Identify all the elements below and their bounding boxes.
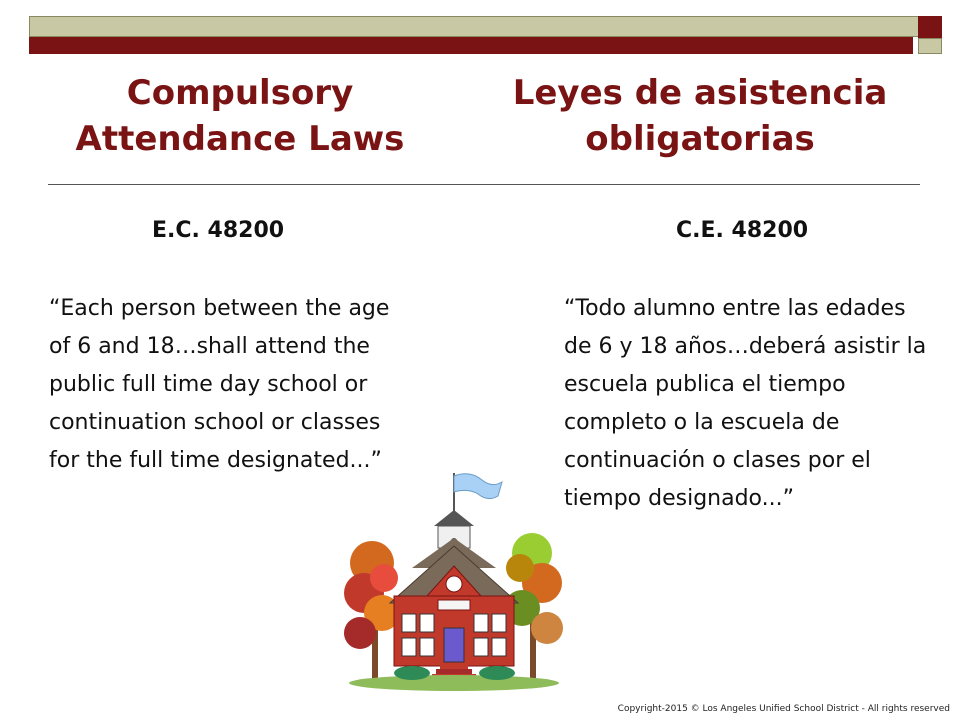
education-code-spanish: C.E. 48200 xyxy=(676,218,809,243)
header-square-light xyxy=(918,38,942,54)
header-square-dark xyxy=(918,16,942,38)
left-tree xyxy=(344,541,400,678)
building xyxy=(394,566,514,666)
schoolhouse-icon xyxy=(342,468,572,693)
education-code-english: E.C. 48200 xyxy=(152,218,285,243)
quote-spanish: “Todo alumno entre las edades de 6 y 18 años…deberá asistir la escuela publica el tiempo completo o la escuela de continuación o clases por el tiempo designado...” xyxy=(564,296,927,511)
title-spanish: Leyes de asistencia obligatorias xyxy=(512,73,888,159)
header-bar-light xyxy=(29,16,942,37)
flag xyxy=(454,473,502,523)
quote-english: “Each person between the age of 6 and 18…shall attend the public full time day school or continuation school or classes for the full time designated...” xyxy=(49,296,390,473)
title-english: Compulsory Attendance Laws xyxy=(75,73,405,159)
header-decoration-bar xyxy=(29,16,942,54)
title-divider xyxy=(48,184,920,185)
header-bar-dark xyxy=(29,37,913,54)
copyright-notice: Copyright-2015 © Los Angeles Unified School District - All rights reserved xyxy=(617,704,950,714)
